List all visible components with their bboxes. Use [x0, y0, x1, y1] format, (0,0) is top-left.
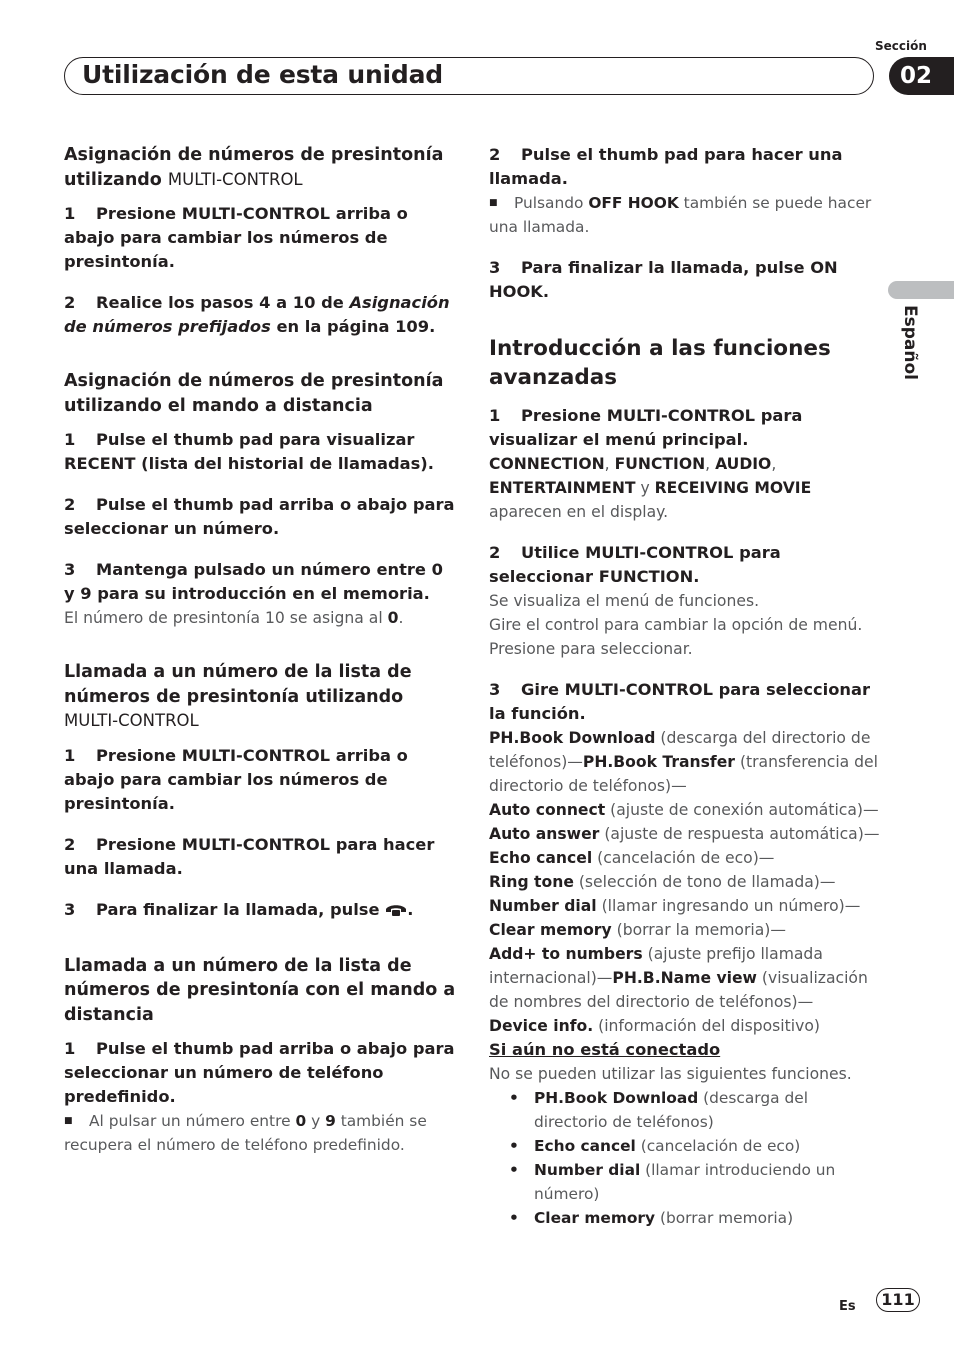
- not-connected-heading: Si aún no está conectado: [489, 1040, 721, 1059]
- body-text: El número de presintonía 10 se asigna al 0.: [64, 609, 404, 627]
- note: ■ Pulsando OFF HOOK también se puede hacer una llamada.: [489, 191, 881, 239]
- square-bullet-icon: ■: [489, 198, 498, 208]
- step: 2 Pulse el thumb pad arriba o abajo para seleccionar un número.: [64, 495, 455, 538]
- step: 1 Presione MULTI-CONTROL arriba o abajo para cambiar los números de presintonía.: [64, 204, 408, 271]
- subheading-call-preset-multicontrol: Llamada a un número de la lista de números de presintonía utilizando MULTI-CONTROL: [64, 662, 412, 730]
- footer-language: Es: [839, 1299, 856, 1314]
- body-text: No se pueden utilizar las siguientes funciones.: [489, 1065, 852, 1083]
- step: 1 Presione MULTI-CONTROL arriba o abajo para cambiar los números de presintonía.: [64, 745, 408, 813]
- section-heading: Introducción a las funciones avanzadas: [489, 336, 831, 390]
- page-title: Utilización de esta unidad: [82, 60, 443, 89]
- left-column: [64, 143, 456, 1157]
- function-list: PH.Book Download (descarga del directorio de teléfonos)—PH.Book Transfer (transferencia del directorio de teléfonos)— Auto connect (ajuste de conexión automática)—Auto answer (ajuste de respuesta automática)—Echo cancel (cancelación de eco)— Ring tone (selección de tono de llamada)— Number dial (llamar ingresando un número)—Clear memory (borrar la memoria)— Add+ to numbers (ajuste prefijo llamada internacional)—PH.B.Name view (visualización de nombres del directorio de teléfonos)— Device info. (información del dispositivo): [489, 729, 880, 1035]
- language-tab-label: Español: [900, 305, 920, 380]
- body-text: CONNECTION, FUNCTION, AUDIO, ENTERTAINMENT y RECEIVING MOVIE aparecen en el display.: [489, 455, 812, 521]
- page-number: 111: [876, 1288, 920, 1312]
- square-bullet-icon: ■: [64, 1116, 73, 1126]
- step: 3 Mantenga pulsado un número entre 0 y 9 para su introducción en el memoria.: [64, 560, 443, 603]
- section-number-badge: 02: [889, 57, 954, 95]
- subheading-call-preset-remote: Llamada a un número de la lista de números de presintonía con el mando a distancia: [64, 955, 456, 1025]
- step: 3 Gire MULTI-CONTROL para seleccionar la función.: [489, 680, 871, 723]
- subheading-presets-multicontrol: Asignación de números de presintonía utilizando MULTI-CONTROL: [64, 145, 444, 190]
- language-tab-bar: [888, 281, 954, 299]
- phone-hang-up-icon: [385, 900, 407, 924]
- right-column: [489, 143, 881, 1230]
- body-text: Se visualiza el menú de funciones.: [489, 592, 760, 610]
- unavailable-functions-list: [489, 1086, 881, 1230]
- step: 3 Para finalizar la llamada, pulse ON HOOK.: [489, 258, 838, 301]
- list-item: • Number dial (llamar introduciendo un número): [489, 1158, 881, 1206]
- subheading-presets-remote: Asignación de números de presintonía utilizando el mando a distancia: [64, 371, 444, 416]
- step: 1 Presione MULTI-CONTROL para visualizar el menú principal.: [489, 406, 803, 449]
- note: ■ Al pulsar un número entre 0 y 9 también se recupera el número de teléfono predefinido.: [64, 1109, 456, 1157]
- list-item: • PH.Book Download (descarga del directorio de teléfonos): [489, 1086, 881, 1134]
- section-label: Sección: [875, 39, 927, 53]
- step: 1 Pulse el thumb pad para visualizar RECENT (lista del historial de llamadas).: [64, 430, 434, 473]
- step: 3 Para finalizar la llamada, pulse .: [64, 898, 456, 924]
- list-item: • Clear memory (borrar memoria): [489, 1206, 881, 1230]
- list-item: • Echo cancel (cancelación de eco): [489, 1134, 881, 1158]
- step: 1 Pulse el thumb pad arriba o abajo para seleccionar un número de teléfono predefinido.: [64, 1039, 455, 1106]
- step: 2 Realice los pasos 4 a 10 de Asignación de números prefijados en la página 109.: [64, 293, 450, 336]
- step: 2 Utilice MULTI-CONTROL para seleccionar FUNCTION.: [489, 543, 781, 586]
- step: 2 Presione MULTI-CONTROL para hacer una llamada.: [64, 834, 435, 878]
- body-text: Gire el control para cambiar la opción de menú. Presione para seleccionar.: [489, 616, 863, 658]
- cross-reference: Asignación de números prefijados: [64, 293, 450, 336]
- step: 2 Pulse el thumb pad para hacer una llamada.: [489, 145, 843, 188]
